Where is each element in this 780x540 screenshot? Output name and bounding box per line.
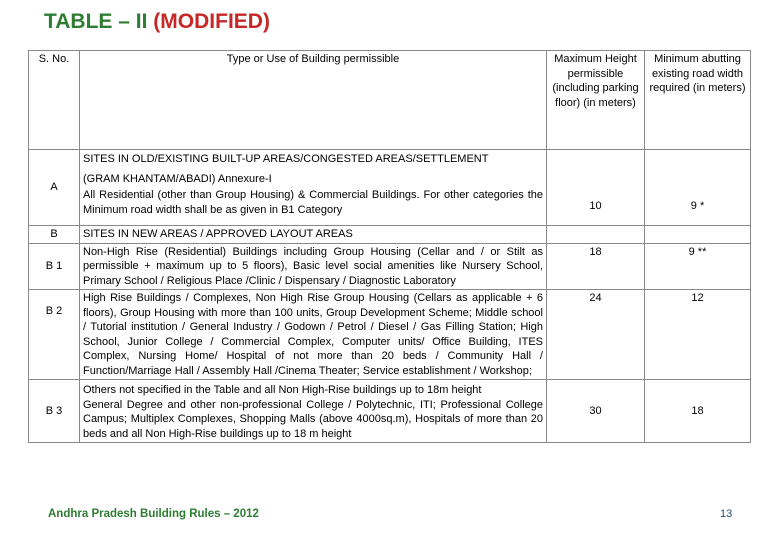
row-b-heading: SITES IN NEW AREAS / APPROVED LAYOUT AREAS [80,226,547,244]
row-a-heading [80,150,547,188]
row-b3-description [80,380,547,443]
row-b-sno: B [29,226,80,244]
row-b2-height: 24 [547,290,645,380]
footer-source: Andhra Pradesh Building Rules – 2012 [48,508,259,520]
row-b3-description-part2: General Degree and other non-professional College / Polytechnic, ITI; Professional College Campus; Multiplex Complexes, Shopping Malls (above 4000sq.m), Hospitals of more than 20 beds and all Non High-Rise buildings up to 18 m height [83,398,543,440]
header-type: Type or Use of Building permissible [80,51,547,150]
row-a-height: 10 [547,187,645,226]
row-b3-sno: B 3 [29,380,80,443]
header-row [29,51,751,150]
table-row [29,243,751,290]
table-row [29,380,751,443]
row-a-road: 9 * [645,187,751,226]
row-b1-description: Non-High Rise (Residential) Buildings including Group Housing (Cellar and / or Stilt as permissible + maximum up to 5 floors), Basic level social amenities like Nursery School, Primary School / Religious Place /Clinic / Dispensary / Diagnostic Laboratory [80,243,547,290]
table-row [29,187,751,226]
row-a-sno: A [29,150,80,226]
row-b2-sno: B 2 [29,290,80,380]
row-a-heading-line1: SITES IN OLD/EXISTING BUILT-UP AREAS/CONGESTED AREAS/SETTLEMENT [83,153,489,165]
header-road: Minimum abutting existing road width required (in meters) [645,51,751,150]
row-a-heading-line2: (GRAM KHANTAM/ABADI) Annexure-I [83,172,272,185]
row-a-description: All Residential (other than Group Housing) & Commercial Buildings. For other categories the Minimum road width shall be as given in B1 Category [80,187,547,226]
row-b2-description: High Rise Buildings / Complexes, Non High Rise Group Housing (Cellars as applicable + 6 floors), Group Housing with more than 100 units, Group Development Scheme; Middle school / Tutorial institution / General Industry / Godown / Petrol / Diesel / Gas Filling Station; High School, Junior College / Commercial Complex, Computer units/ Office Building, ITES Complex, Nursing Home/ Hospital of not more than 20 beds / Community Hall / Function/Marriage Hall / Assembly Hall /Cinema Theater; Service establishment / Workshop; [80,290,547,380]
row-b1-road: 9 ** [645,243,751,290]
row-b3-description-part1: Others not specified in the Table and all Non High-Rise buildings up to 18m height [83,384,482,396]
page-number: 13 [720,508,733,520]
row-b1-sno: B 1 [29,243,80,290]
title-highlight: (MODIFIED) [153,10,270,33]
building-rules-table [28,50,751,443]
page-title: TABLE – II (MODIFIED) [44,10,270,33]
table-row [29,150,751,188]
row-b1-height: 18 [547,243,645,290]
row-b3-road: 18 [645,380,751,443]
table-row [29,290,751,380]
table-row [29,226,751,244]
row-b3-height: 30 [547,380,645,443]
row-b2-road: 12 [645,290,751,380]
header-height: Maximum Height permissible (including parking floor) (in meters) [547,51,645,150]
header-sno: S. No. [29,51,80,150]
